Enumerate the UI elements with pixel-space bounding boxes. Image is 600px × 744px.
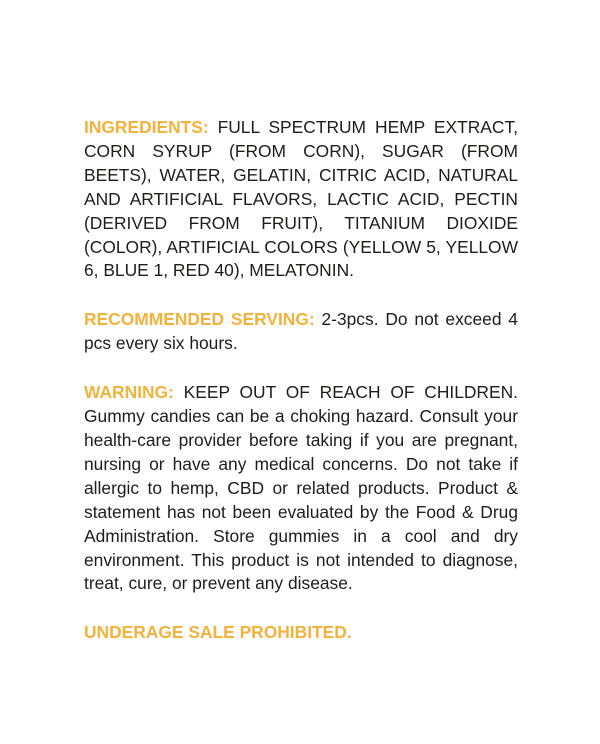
serving-heading: RECOMMENDED SERVING: — [84, 309, 315, 330]
warning-text: KEEP OUT OF REACH OF CHILDREN. Gummy candies can be a choking hazard. Consult your health-care provider before taking if you are pregnant, nursing or have any medical concerns. Do not take if allergic to hemp, CBD or related products. Product & statement has not been evaluated by the Food & Drug Administration. Store gummies in a cool and dry environment. This product is not intended to diagnose, treat, cure, or prevent any disease. — [84, 382, 518, 594]
ingredients-paragraph — [84, 116, 518, 283]
serving-text: 2-3pcs. Do not exceed 4 pcs every six hours. — [84, 309, 518, 354]
ingredients-text: FULL SPECTRUM HEMP EXTRACT, CORN SYRUP (FROM CORN), SUGAR (FROM BEETS), WATER, GELATIN, CITRIC ACID, NATURAL AND ARTIFICIAL FLAVORS, LACTIC ACID, PECTIN (DERIVED FROM FRUIT), TITANIUM DIOXIDE (COLOR), ARTIFICIAL COLORS (YELLOW 5, YELLOW 6, BLUE 1, RED 40), MELATONIN. — [84, 117, 518, 281]
ingredients-heading: INGREDIENTS: — [84, 117, 209, 137]
product-label-panel — [84, 116, 518, 645]
warning-heading: WARNING: — [84, 382, 174, 403]
warning-paragraph — [84, 381, 518, 596]
underage-notice: UNDERAGE SALE PROHIBITED. — [84, 622, 352, 643]
serving-paragraph — [84, 308, 518, 356]
